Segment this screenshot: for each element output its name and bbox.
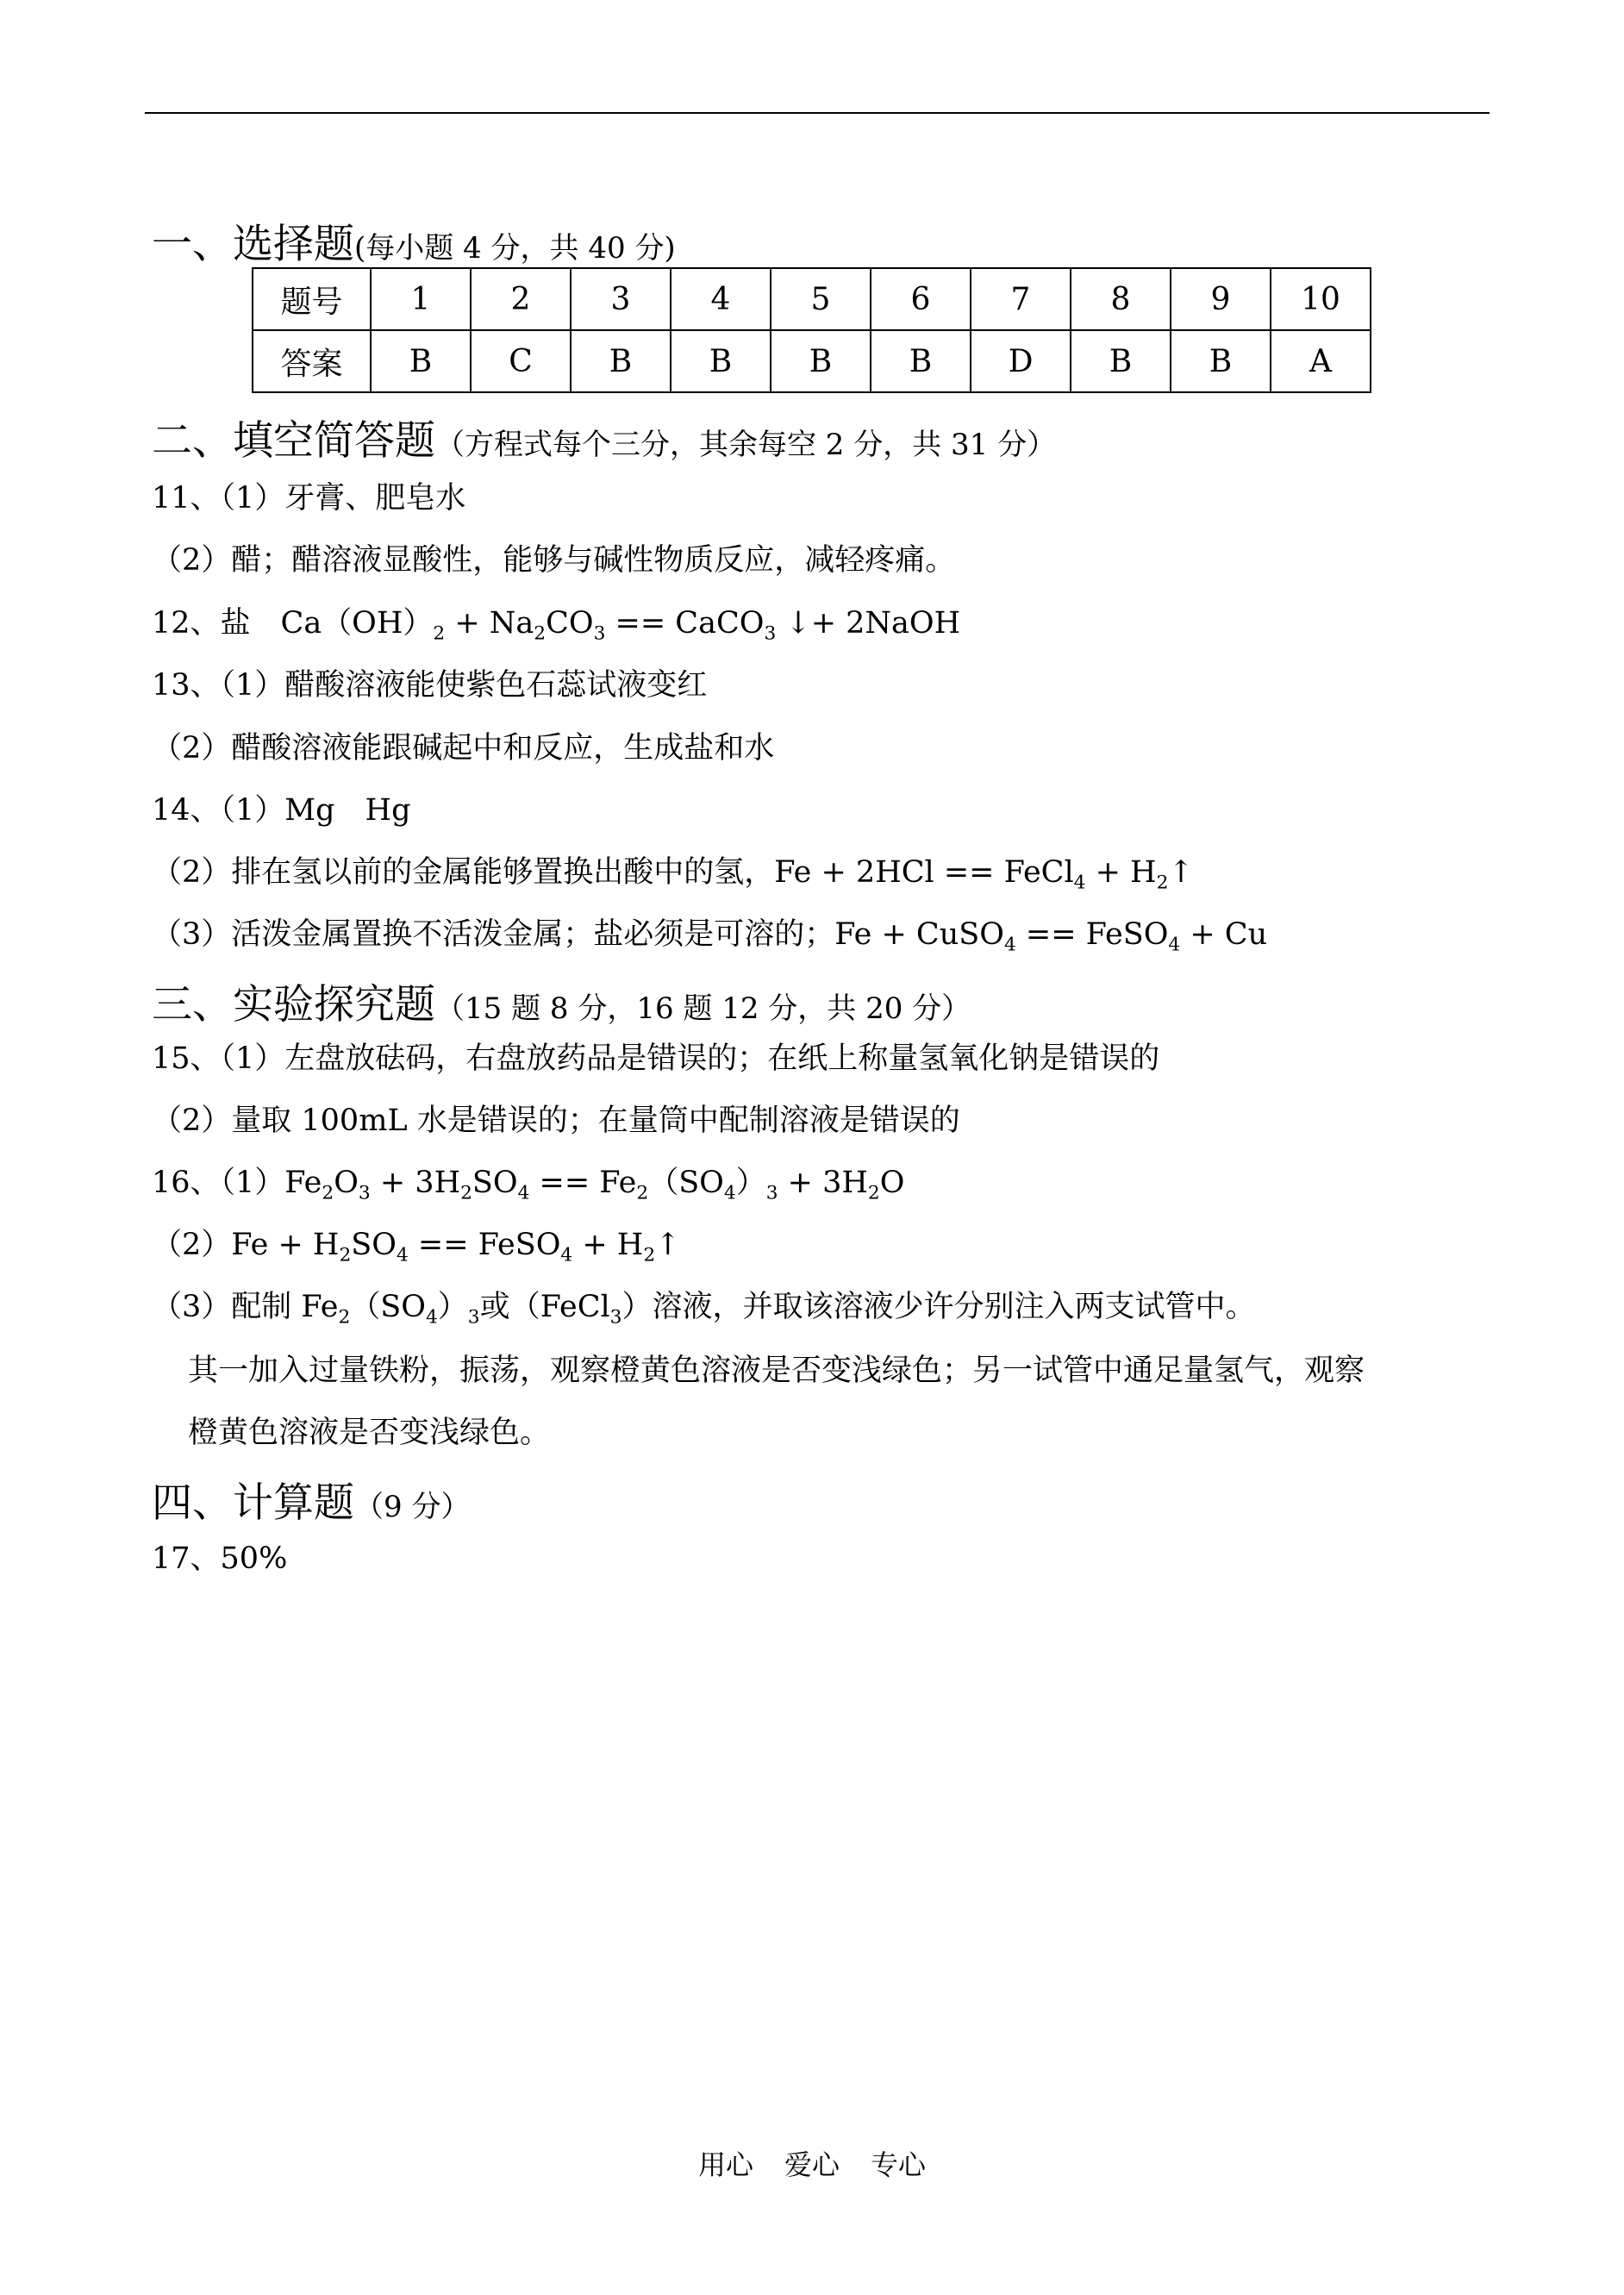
footer-text: 爱心 xyxy=(784,2148,840,2181)
text-fragment: （SO xyxy=(648,1166,724,1200)
text-fragment: ↑ xyxy=(1168,855,1194,890)
table-cell-number: 8 xyxy=(1071,268,1171,330)
footer-text: 专心 xyxy=(871,2148,927,2181)
subscript: 4 xyxy=(425,1306,438,1329)
table-cell-answer: B xyxy=(671,330,771,392)
section3-note: （15 题 8 分，16 题 12 分，共 20 分） xyxy=(435,991,971,1026)
answer-table xyxy=(252,267,1371,393)
answer-17: 17、50% xyxy=(152,1541,288,1576)
answer-16-2 xyxy=(152,1226,680,1264)
table-answer-label: 答案 xyxy=(253,330,371,392)
footer-text: 用心 xyxy=(697,2148,753,2181)
subscript: 2 xyxy=(339,1244,352,1266)
text-fragment: （3）活泼金属置换不活泼金属；盐必须是可溶的；Fe + CuSO xyxy=(152,917,1004,952)
subscript: 2 xyxy=(338,1306,351,1329)
subscript: 2 xyxy=(534,622,547,645)
text-fragment: + H xyxy=(1085,855,1157,890)
answer-16-3-continued-2: 橙黄色溶液是否变浅绿色。 xyxy=(188,1416,551,1450)
text-fragment: SO xyxy=(351,1228,397,1262)
subscript: 3 xyxy=(358,1182,371,1204)
answer-15-1: 15、（1）左盘放砝码，右盘放药品是错误的；在纸上称量氢氧化钠是错误的 xyxy=(152,1041,1160,1076)
section2-title: 二、填空简答题 xyxy=(152,417,435,465)
subscript: 2 xyxy=(643,1244,656,1266)
text-fragment: CO xyxy=(546,606,594,641)
section2-heading xyxy=(152,409,1056,466)
text-fragment: == FeSO xyxy=(1015,917,1169,952)
table-cell-number: 1 xyxy=(371,268,471,330)
answer-11-2: （2）醋；醋溶液显酸性，能够与碱性物质反应，减轻疼痛。 xyxy=(152,543,956,578)
text-fragment: == Fe xyxy=(529,1166,637,1200)
subscript: 2 xyxy=(322,1182,334,1204)
table-cell-number: 4 xyxy=(671,268,771,330)
table-cell-answer: C xyxy=(471,330,571,392)
text-fragment: ↑ xyxy=(655,1228,681,1262)
section4-heading xyxy=(152,1471,470,1529)
answer-16-3-continued-1: 其一加入过量铁粉，振荡，观察橙黄色溶液是否变浅绿色；另一试管中通足量氢气，观察 xyxy=(188,1354,1365,1388)
answer-16-3 xyxy=(152,1288,1256,1329)
table-cell-number: 2 xyxy=(471,268,571,330)
text-fragment: + 3H xyxy=(370,1166,461,1200)
text-fragment: （3）配制 Fe xyxy=(152,1290,339,1324)
table-cell-answer: D xyxy=(971,330,1071,392)
answer-14-3 xyxy=(152,916,1267,954)
text-fragment: O xyxy=(334,1166,359,1200)
text-fragment: （SO xyxy=(350,1290,426,1324)
text-fragment: + Na xyxy=(445,606,534,641)
subscript: 2 xyxy=(460,1182,472,1204)
text-fragment: ） xyxy=(437,1290,468,1324)
table-cell-answer: B xyxy=(571,330,671,392)
answer-13-1: 13、（1）醋酸溶液能使紫色石蕊试液变红 xyxy=(152,668,708,703)
section3-heading xyxy=(152,972,971,1030)
subscript: 4 xyxy=(396,1244,409,1266)
text-fragment: 或（FeCl xyxy=(479,1290,610,1324)
text-fragment: （2）Fe + H xyxy=(152,1228,340,1262)
text-fragment: == CaCO xyxy=(605,606,765,641)
subscript: 4 xyxy=(1003,934,1016,956)
subscript: 2 xyxy=(867,1182,880,1204)
subscript: 3 xyxy=(765,1182,778,1204)
subscript: 4 xyxy=(517,1182,530,1204)
text-fragment: ） xyxy=(735,1166,766,1200)
subscript: 4 xyxy=(723,1182,736,1204)
table-cell-number: 5 xyxy=(771,268,871,330)
subscript: 4 xyxy=(1073,872,1086,894)
section1-title: 一、选择题 xyxy=(152,221,354,268)
section2-note: （方程式每个三分，其余每空 2 分，共 31 分） xyxy=(435,428,1057,462)
answer-14-1: 14、（1）Mg Hg xyxy=(152,793,411,828)
text-fragment: ）溶液，并取该溶液少许分别注入两支试管中。 xyxy=(621,1290,1256,1324)
subscript: 4 xyxy=(560,1244,573,1266)
section3-title: 三、实验探究题 xyxy=(152,981,435,1029)
subscript: 3 xyxy=(764,622,777,645)
table-cell-number: 7 xyxy=(971,268,1071,330)
table-row-numbers xyxy=(253,268,1371,330)
table-cell-answer: B xyxy=(1071,330,1171,392)
table-header-label: 题号 xyxy=(253,268,371,330)
subscript: 4 xyxy=(1168,934,1181,956)
answer-11-1: 11、（1）牙膏、肥皂水 xyxy=(152,481,466,516)
table-row-answers xyxy=(253,330,1371,392)
text-fragment: + H xyxy=(572,1228,644,1262)
table-cell-answer: A xyxy=(1271,330,1371,392)
answer-13-2: （2）醋酸溶液能跟碱起中和反应，生成盐和水 xyxy=(152,731,775,766)
subscript: 3 xyxy=(467,1306,480,1329)
section4-note: （9 分） xyxy=(354,1490,471,1524)
section1-note: (每小题 4 分，共 40 分) xyxy=(354,231,676,266)
table-cell-number: 9 xyxy=(1171,268,1271,330)
answer-12 xyxy=(152,604,961,645)
subscript: 2 xyxy=(433,622,446,645)
text-fragment: O xyxy=(879,1166,905,1200)
answer-16-1 xyxy=(152,1164,904,1202)
answer-14-2 xyxy=(152,854,1194,894)
text-fragment: + 3H xyxy=(778,1166,868,1200)
section1-heading xyxy=(152,212,676,270)
header-rule xyxy=(145,112,1490,114)
subscript: 2 xyxy=(636,1182,649,1204)
subscript: 3 xyxy=(593,622,606,645)
text-fragment: SO xyxy=(472,1166,518,1200)
text-fragment: （2）排在氢以前的金属能够置换出酸中的氢，Fe + 2HCl == FeCl xyxy=(152,855,1074,890)
answer-15-2: （2）量取 100mL 水是错误的；在量筒中配制溶液是错误的 xyxy=(152,1104,960,1138)
text-fragment: == FeSO xyxy=(408,1228,561,1262)
subscript: 3 xyxy=(609,1306,622,1329)
table-cell-answer: B xyxy=(1171,330,1271,392)
text-fragment: + Cu xyxy=(1180,917,1268,952)
page-footer xyxy=(0,2143,1624,2183)
table-cell-answer: B xyxy=(371,330,471,392)
subscript: 2 xyxy=(1156,872,1169,894)
table-cell-number: 6 xyxy=(871,268,971,330)
section4-title: 四、计算题 xyxy=(152,1479,354,1527)
text-fragment: 12、盐 Ca（OH） xyxy=(152,606,434,641)
text-fragment: ↓+ 2NaOH xyxy=(776,606,961,641)
table-cell-answer: B xyxy=(871,330,971,392)
text-fragment: 16、（1）Fe xyxy=(152,1166,322,1200)
table-cell-answer: B xyxy=(771,330,871,392)
table-cell-number: 3 xyxy=(571,268,671,330)
table-cell-number: 10 xyxy=(1271,268,1371,330)
